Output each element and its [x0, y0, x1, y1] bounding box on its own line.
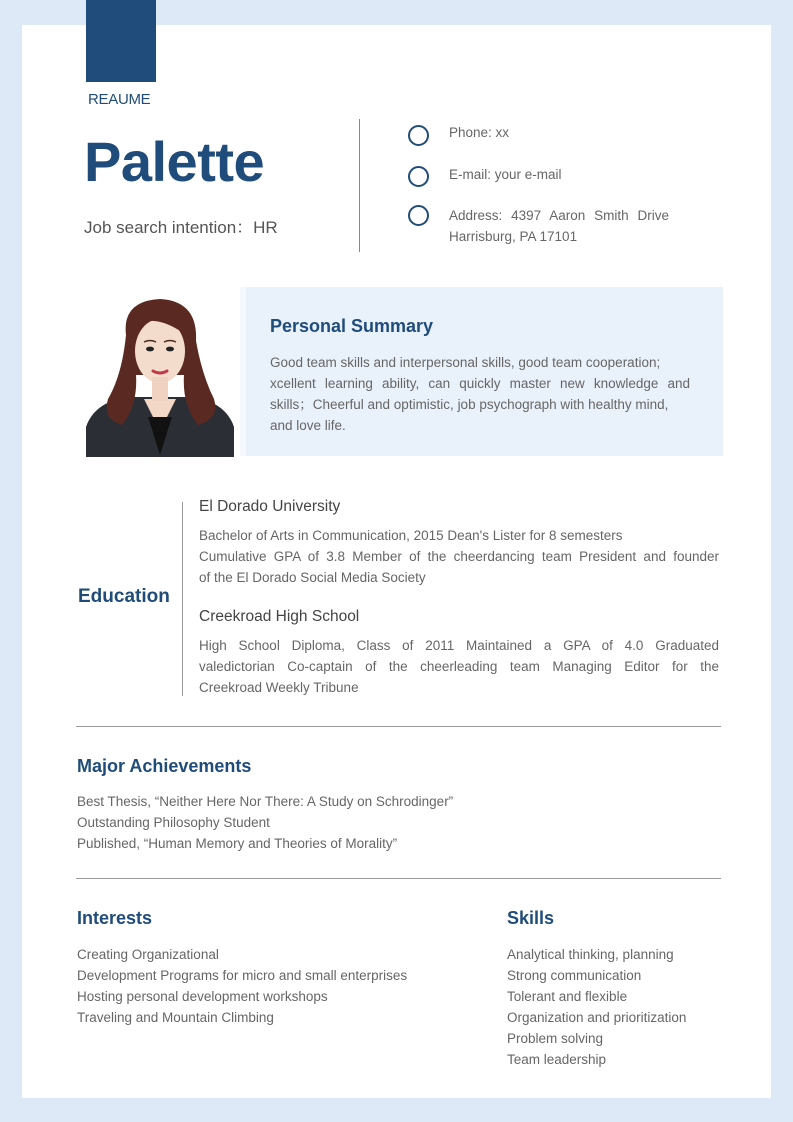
header-color-block — [86, 0, 156, 82]
achievements-title: Major Achievements — [77, 756, 252, 776]
email-icon — [408, 166, 429, 187]
list-item: Strong communication — [507, 968, 642, 983]
list-item: Development Programs for micro and small enterprises — [77, 968, 408, 983]
school-detail-line: Cumulative GPA of 3.8 Member of the cheerdancing team President and founder — [199, 549, 719, 564]
resume-label: REAUME — [88, 91, 151, 108]
phone-icon — [408, 125, 429, 146]
job-intention: Job search intention：HR — [84, 218, 278, 237]
summary-title: Personal Summary — [270, 316, 434, 336]
summary-line: xcellent learning ability, can quickly master new knowledge and — [270, 376, 690, 391]
interests-list — [77, 944, 407, 1028]
list-item: Outstanding Philosophy Student — [77, 815, 270, 830]
resume-page — [22, 25, 771, 1098]
interests-title: Interests — [77, 908, 153, 928]
summary-line: Good team skills and interpersonal skills, good team cooperation; — [270, 355, 661, 370]
summary-line: skills；Cheerful and optimistic, job psychograph with healthy mind, — [270, 397, 669, 412]
school-detail-line: Bachelor of Arts in Communication, 2015 Dean's Lister for 8 semesters — [199, 528, 623, 543]
list-item: Team leadership — [507, 1052, 607, 1067]
candidate-name: Palette — [84, 130, 265, 193]
list-item: Creating Organizational — [77, 947, 219, 962]
profile-photo — [86, 295, 234, 457]
email-text: E-mail: your e-mail — [449, 167, 562, 182]
list-item: Tolerant and flexible — [507, 989, 628, 1004]
list-item: Hosting personal development workshops — [77, 989, 328, 1004]
section-divider — [76, 726, 721, 727]
summary-accent — [240, 287, 246, 456]
list-item: Analytical thinking, planning — [507, 947, 674, 962]
phone-text: Phone: xx — [449, 125, 510, 140]
list-item: Published, “Human Memory and Theories of Morality” — [77, 836, 398, 851]
section-divider — [76, 878, 721, 879]
summary-text — [270, 352, 690, 436]
list-item: Organization and prioritization — [507, 1010, 687, 1025]
school-detail-line: valedictorian Co-captain of the cheerleading team Managing Editor for the — [199, 659, 719, 674]
skills-title: Skills — [507, 908, 555, 928]
summary-line: and love life. — [270, 418, 346, 433]
list-item: Traveling and Mountain Climbing — [77, 1010, 274, 1025]
school-details — [199, 525, 719, 588]
school-detail-line: of the El Dorado Social Media Society — [199, 570, 426, 585]
school-detail-line: Creekroad Weekly Tribune — [199, 680, 359, 695]
school-name: Creekroad High School — [199, 608, 360, 625]
achievements-list — [77, 791, 453, 854]
education-title: Education — [78, 586, 170, 607]
address-line-2: Harrisburg, PA 17101 — [449, 229, 578, 244]
address-icon — [408, 205, 429, 226]
portrait-illustration — [86, 295, 234, 457]
list-item: Best Thesis, “Neither Here Nor There: A Study on Schrodinger” — [77, 794, 454, 809]
school-detail-line: High School Diploma, Class of 2011 Maintained a GPA of 4.0 Graduated — [199, 638, 719, 653]
school-details — [199, 635, 719, 698]
skills-list — [507, 944, 686, 1070]
school-name: El Dorado University — [199, 498, 341, 515]
list-item: Problem solving — [507, 1031, 604, 1046]
address-line-1: Address: 4397 Aaron Smith Drive — [449, 208, 669, 223]
education-divider — [182, 502, 183, 696]
header-divider — [359, 119, 360, 252]
